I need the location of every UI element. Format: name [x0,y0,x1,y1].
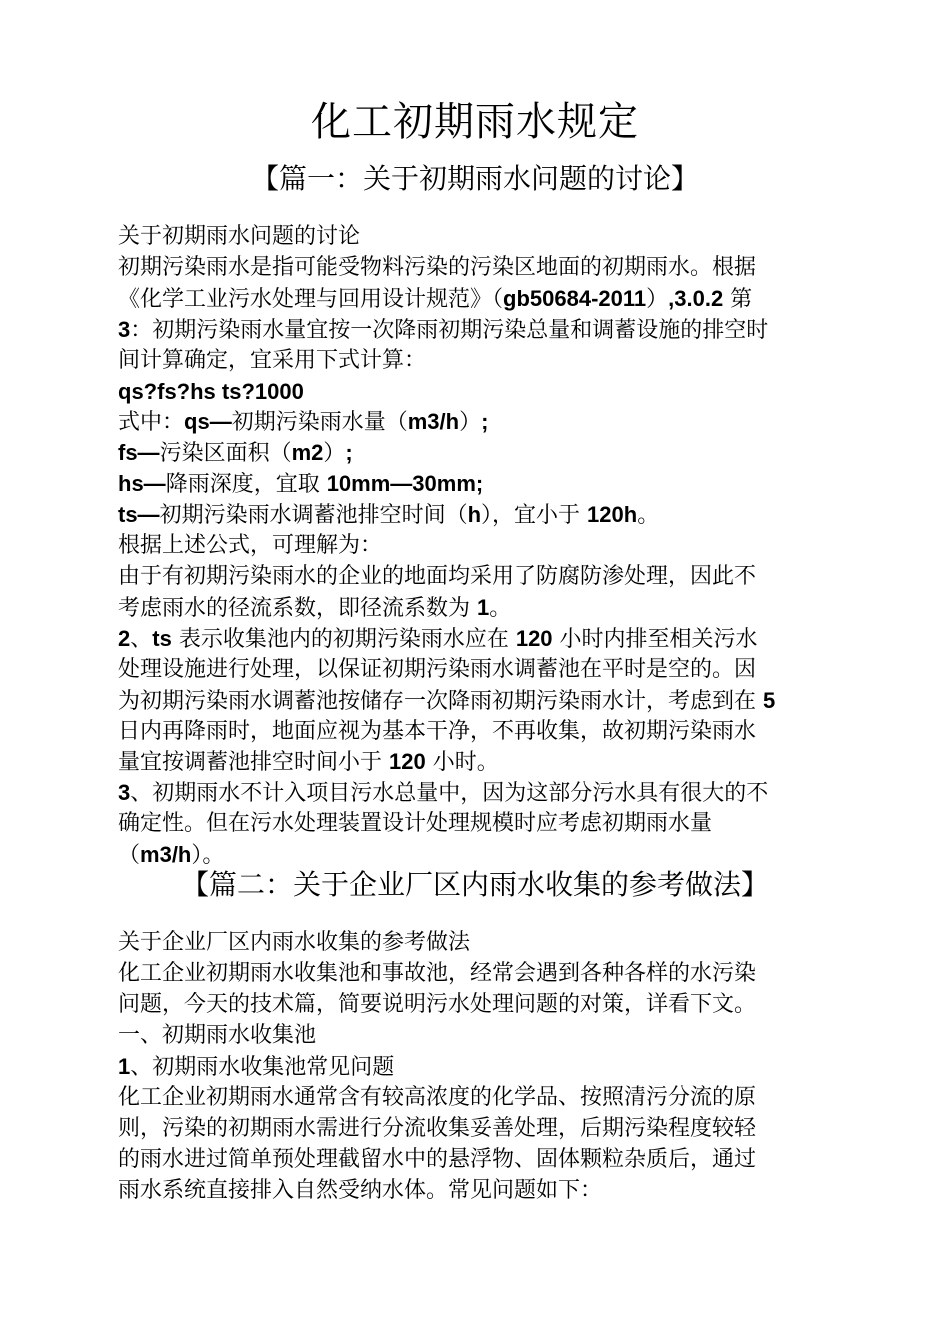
paragraph-line: 化工企业初期雨水收集池和事故池，经常会遇到各种各样的水污染 [118,961,757,986]
section-heading-1: 【篇一：关于初期雨水问题的讨论】 [250,162,699,195]
paragraph-line: 化工企业初期雨水通常含有较高浓度的化学品、按照清污分流的原 [118,1085,757,1110]
paragraph-line: 确定性。但在污水处理装置设计处理规模时应考虑初期雨水量 [118,811,713,836]
paragraph-line: 式中：qs—初期污染雨水量（m3/h）; [118,409,489,435]
document-title: 化工初期雨水规定 [311,99,639,145]
paragraph-line: 3、初期雨水不计入项目污水总量中，因为这部分污水具有很大的不 [118,780,769,806]
paragraph-line: 关于初期雨水问题的讨论 [118,224,361,249]
formula-line: qs?fs?hs ts?1000 [118,379,304,404]
paragraph-line: 则，污染的初期雨水需进行分流收集妥善处理，后期污染程度较轻 [118,1116,757,1141]
paragraph-line: 的雨水进过简单预处理截留水中的悬浮物、固体颗粒杂质后，通过 [118,1147,757,1172]
paragraph-line: 根据上述公式，可理解为： [118,533,383,558]
paragraph-line: ts—初期污染雨水调蓄池排空时间（h），宜小于 120h。 [118,502,660,528]
paragraph-line: fs—污染区面积（m2）; [118,440,353,466]
paragraph-line: 关于企业厂区内雨水收集的参考做法 [118,930,471,955]
paragraph-line: 3：初期污染雨水量宜按一次降雨初期污染总量和调蓄设施的排空时 [118,317,769,343]
paragraph-line: 2、ts 表示收集池内的初期污染雨水应在 120 小时内排至相关污水 [118,626,758,652]
paragraph-line: 1、初期雨水收集池常见问题 [118,1054,395,1080]
paragraph-line: 一、初期雨水收集池 [118,1023,317,1048]
paragraph-line: 初期污染雨水是指可能受物料污染的污染区地面的初期雨水。根据 [118,255,757,280]
paragraph-line: 为初期污染雨水调蓄池按储存一次降雨初期污染雨水计，考虑到在 5 [118,688,776,714]
paragraph-line: 《化学工业污水处理与回用设计规范》（gb50684-2011）,3.0.2 第 [118,286,753,312]
paragraph-line: 量宜按调蓄池排空时间小于 120 小时。 [118,749,499,775]
paragraph-line: 间计算确定，宜采用下式计算： [118,348,427,373]
paragraph-line: 考虑雨水的径流系数，即径流系数为 1。 [118,595,512,621]
paragraph-line: （m3/h）。 [118,842,225,868]
paragraph-line: 由于有初期污染雨水的企业的地面均采用了防腐防渗处理，因此不 [118,564,757,589]
paragraph-line: 雨水系统直接排入自然受纳水体。常见问题如下： [118,1178,603,1203]
paragraph-line: 问题，今天的技术篇，简要说明污水处理问题的对策，详看下文。 [118,992,757,1017]
paragraph-line: 日内再降雨时，地面应视为基本干净，不再收集，故初期污染雨水 [118,719,757,744]
section-heading-2: 【篇二：关于企业厂区内雨水收集的参考做法】 [180,868,769,901]
paragraph-line: 处理设施进行处理，以保证初期污染雨水调蓄池在平时是空的。因 [118,657,757,682]
paragraph-line: hs—降雨深度，宜取 10mm—30mm; [118,471,484,497]
